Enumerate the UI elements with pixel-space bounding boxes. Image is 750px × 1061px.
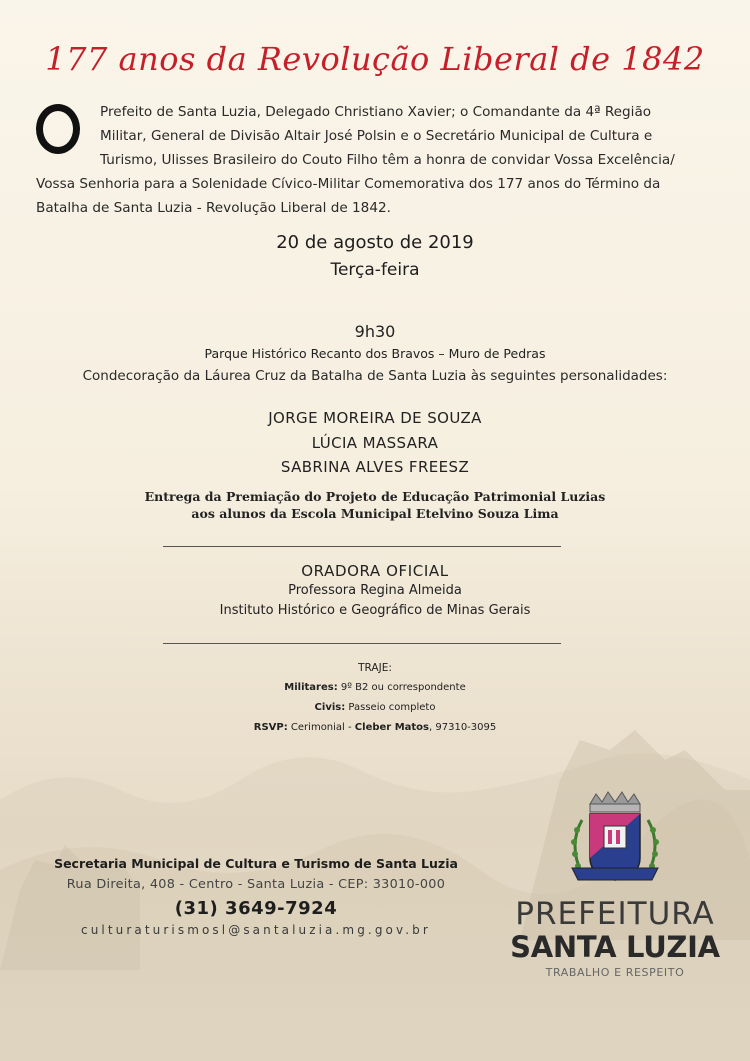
dress-civil-value: Passeio completo [348, 702, 436, 713]
logo-line-santa-luzia: SANTA LUZIA [510, 930, 720, 964]
logo-tagline: TRABALHO E RESPEITO [545, 966, 685, 979]
event-title: 177 anos da Revolução Liberal de 1842 [45, 40, 705, 78]
event-date: 20 de agosto de 2019 [276, 232, 474, 253]
footer-contact [36, 856, 476, 937]
education-award-line: aos alunos da Escola Municipal Etelvino Souza Lima [191, 506, 559, 521]
dress-civil-label: Civis: [314, 702, 346, 713]
rsvp [0, 722, 750, 733]
honoree-name: SABRINA ALVES FREESZ [280, 458, 470, 476]
award-description: Condecoração da Láurea Cruz da Batalha de Santa Luzia às seguintes personalidades: [82, 368, 668, 384]
education-award-line: Entrega da Premiação do Projeto de Educação Patrimonial Luzias [144, 489, 606, 504]
event-time: 9h30 [354, 322, 396, 341]
intro-line: Turismo, Ulisses Brasileiro do Couto Filho têm a honra de convidar Vossa Excelência/ [100, 152, 675, 168]
dress-military-value: 9º B2 ou correspondente [340, 682, 466, 693]
speaker-heading: ORADORA OFICIAL [301, 562, 449, 580]
speaker-name: Professora Regina Almeida [288, 583, 462, 598]
rsvp-contact: Cleber Matos [354, 722, 430, 733]
education-award [0, 488, 750, 522]
event-weekday: Terça-feira [330, 260, 420, 280]
invitation-intro [36, 100, 716, 220]
dress-military-label: Militares: [284, 682, 338, 693]
honoree-name: LÚCIA MASSARA [311, 433, 439, 452]
department-name: Secretaria Municipal de Cultura e Turismo de Santa Luzia [54, 856, 458, 871]
prefeitura-logo [510, 790, 720, 990]
department-email[interactable]: culturaturismosl@santaluzia.mg.gov.br [81, 923, 431, 937]
intro-line: Militar, General de Divisão Altair José Polsin e o Secretário Municipal de Cultura e [100, 128, 653, 144]
department-address: Rua Direita, 408 - Centro - Santa Luzia - CEP: 33010-000 [66, 877, 446, 892]
intro-line: Batalha de Santa Luzia - Revolução Liberal de 1842. [36, 200, 391, 216]
event-place: Parque Histórico Recanto dos Bravos – Muro de Pedras [204, 346, 546, 361]
coat-of-arms-icon [510, 790, 720, 896]
speaker-institution: Instituto Histórico e Geográfico de Minas Gerais [219, 603, 531, 618]
dress-civil [0, 702, 750, 713]
dress-military [0, 682, 750, 693]
divider [163, 546, 561, 547]
rsvp-value: Cerimonial - [290, 722, 355, 733]
intro-line: Vossa Senhoria para a Solenidade Cívico-Militar Comemorativa dos 177 anos do Término da [36, 176, 661, 192]
honorees-list [0, 406, 750, 480]
department-phone: (31) 3649-7924 [174, 898, 338, 919]
intro-line: Prefeito de Santa Luzia, Delegado Christiano Xavier; o Comandante da 4ª Região [100, 104, 652, 120]
logo-line-prefeitura: PREFEITURA [515, 896, 715, 932]
rsvp-label: RSVP: [253, 722, 288, 733]
dress-code-heading: TRAJE: [358, 662, 392, 674]
divider [163, 643, 561, 644]
honoree-name: JORGE MOREIRA DE SOUZA [268, 409, 482, 427]
rsvp-phone: , 97310-3095 [429, 722, 497, 733]
